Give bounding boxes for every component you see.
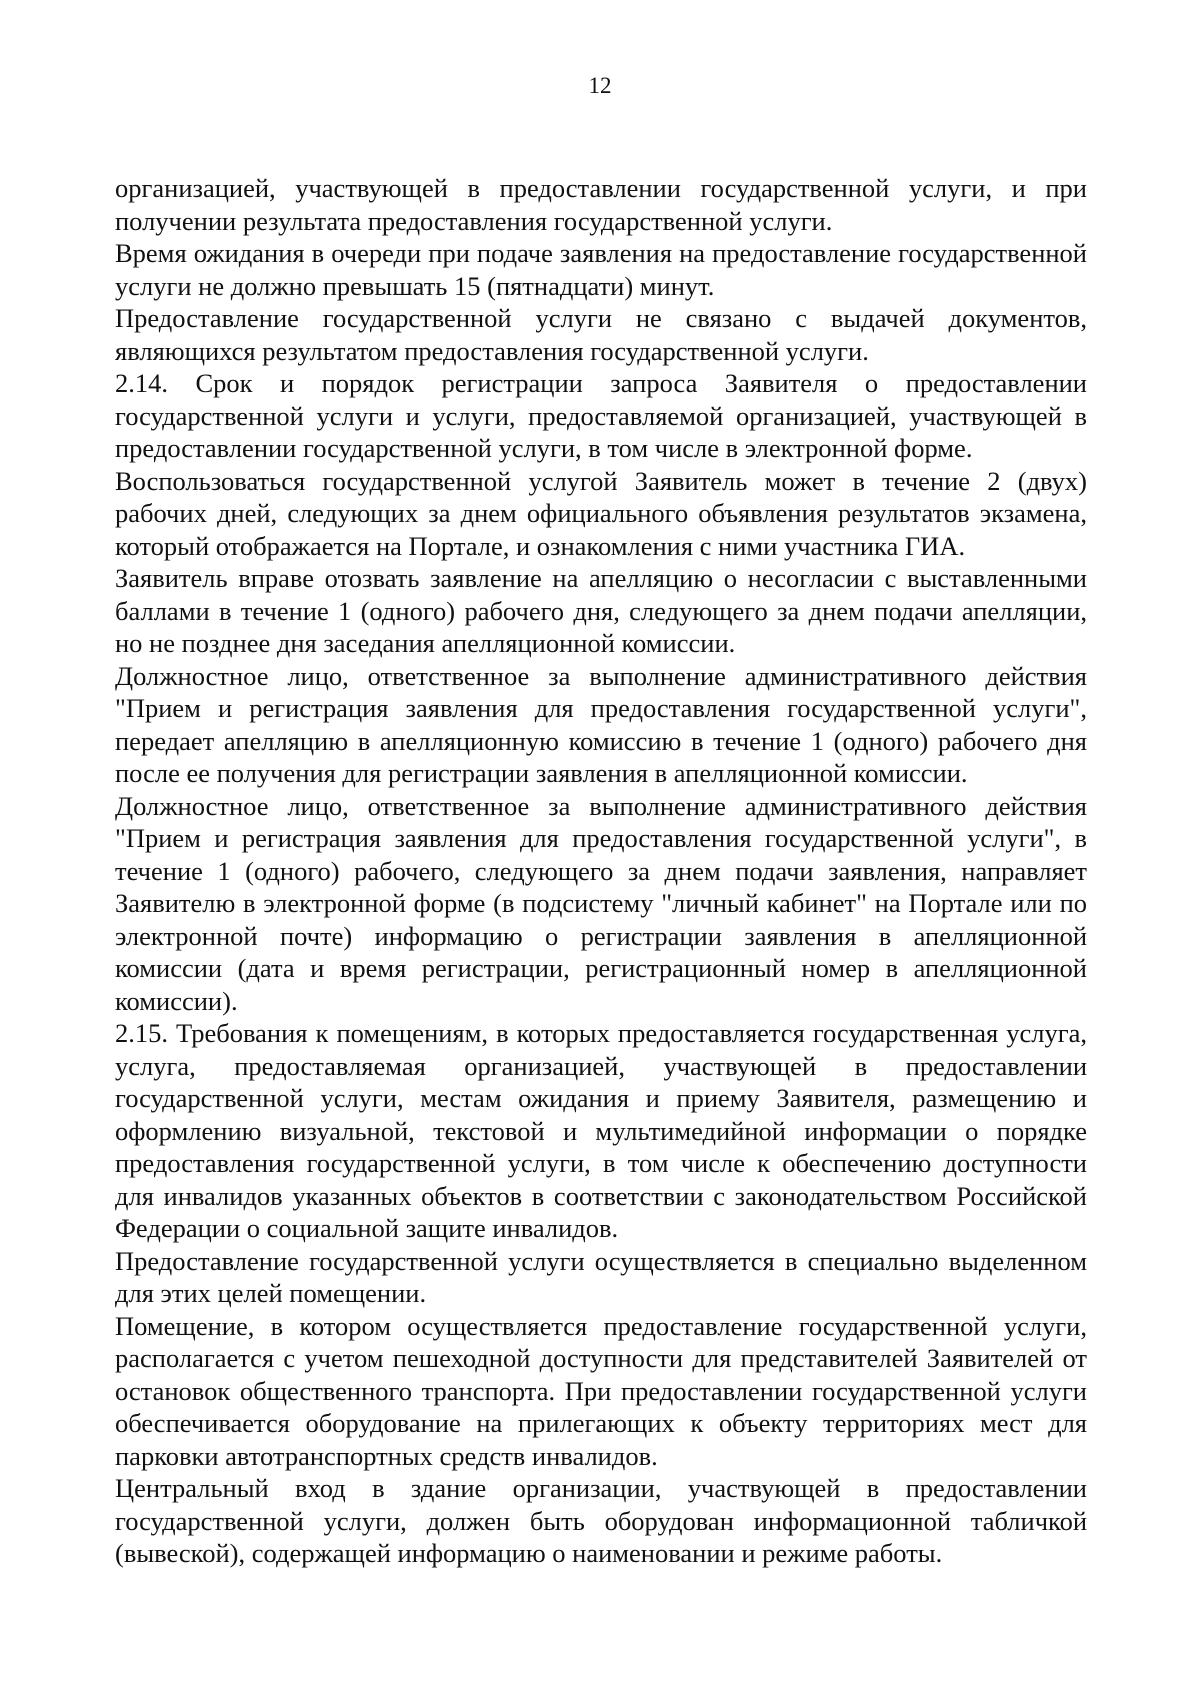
paragraph-1: организацией, участвующей в предоставлении государственной услуги, и при получении результата предоставления государственной услуги. <box>115 173 1087 236</box>
paragraph-12: Центральный вход в здание организации, участвующей в предоставлении государственной услуги, должен быть оборудован информационной табличкой (вывеской), содержащей информацию о наименовании и режиме работы. <box>115 1473 1087 1568</box>
paragraph-10: Предоставление государственной услуги осуществляется в специально выделенном для этих целей помещении. <box>115 1245 1087 1308</box>
paragraph-8: Должностное лицо, ответственное за выполнение административного действия "Прием и регистрация заявления для предоставления государственной услуги", в течение 1 (одного) рабочего, следующего за днем подачи заявления, направляет Заявителю в электронной форме (в подсистему "личный кабинет" на Портале или по электронной почте) информацию о регистрации заявления в апелляционной комиссии (дата и время регистрации, регистрационный номер в апелляционной комиссии). <box>115 790 1087 1016</box>
paragraph-6: Заявитель вправе отозвать заявление на апелляцию о несогласии с выставленными баллами в течение 1 (одного) рабочего дня, следующего за днем подачи апелляции, но не позднее дня заседания апелляционной комиссии. <box>115 563 1087 658</box>
paragraph-7: Должностное лицо, ответственное за выполнение административного действия "Прием и регистрация заявления для предоставления государственной услуги", передает апелляцию в апелляционную комиссию в течение 1 (одного) рабочего дня после ее получения для регистрации заявления в апелляционной комиссии. <box>115 660 1087 788</box>
section-heading-2-15: 2.15. Требования к помещениям, в которых предоставляется государственная услуга, услуга, предоставляемая организацией, участвующей в предоставлении государственной услуги, местам ожидания и приему Заявителя, размещению и оформлению визуальной, текстовой и мультимедийной информации о порядке предоставления государственной услуги, в том числе к обеспечению доступности для инвалидов указанных объектов в соответствии с законодательством Российской Федерации о социальной защите инвалидов. <box>115 1018 1087 1243</box>
paragraph-5: Воспользоваться государственной услугой Заявитель может в течение 2 (двух) рабочих дней, следующих за днем официального объявления результатов экзамена, который отображается на Портале, и ознакомления с ними участника ГИА. <box>115 465 1087 561</box>
section-heading-2-14: 2.14. Срок и порядок регистрации запроса Заявителя о предоставлении государственной услуги и услуги, предоставляемой организацией, участвующей в предоставлении государственной услуги, в том числе в электронной форме. <box>115 368 1087 463</box>
document-body <box>115 172 1087 1570</box>
page-number: 12 <box>588 73 612 98</box>
paragraph-3: Предоставление государственной услуги не связано с выдачей документов, являющихся результатом предоставления государственной услуги. <box>115 303 1087 366</box>
paragraph-2: Время ожидания в очереди при подаче заявления на предоставление государственной услуги не должно превышать 15 (пятнадцати) минут. <box>115 238 1087 301</box>
paragraph-11: Помещение, в котором осуществляется предоставление государственной услуги, располагается с учетом пешеходной доступности для представителей Заявителей от остановок общественного транспорта. При предоставлении государственной услуги обеспечивается оборудование на прилегающих к объекту территориях мест для парковки автотранспортных средств инвалидов. <box>115 1310 1087 1471</box>
